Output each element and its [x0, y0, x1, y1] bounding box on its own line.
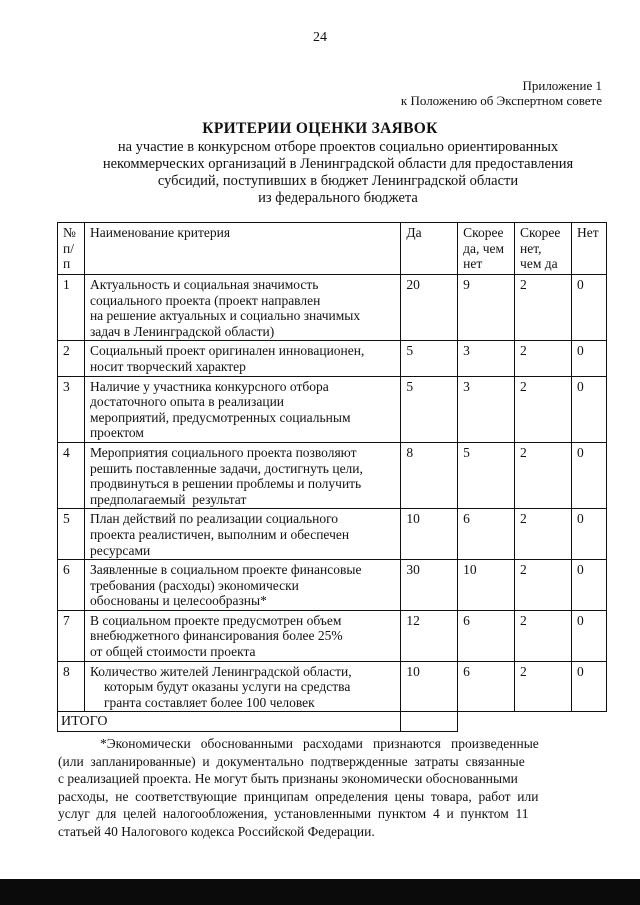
scan-bottom-edge [0, 879, 640, 905]
header-no: Нет [571, 223, 606, 275]
footnote-line-2: (или запланированные) и документально подтвержденные затраты связанные [58, 753, 525, 769]
row-no: 0 [571, 661, 606, 712]
criteria-table [57, 222, 607, 732]
total-label: ИТОГО [58, 712, 401, 732]
total-yes [401, 712, 458, 732]
row-rather-yes: 6 [458, 661, 515, 712]
row-no: 0 [571, 376, 606, 442]
row-rather-yes: 5 [458, 442, 515, 508]
table-row [58, 610, 607, 661]
row-yes: 8 [401, 442, 458, 508]
footnote-line-5: услуг для целей налогообложения, установленными пунктом 4 и пунктом 11 [58, 806, 529, 821]
document-title: КРИТЕРИИ ОЦЕНКИ ЗАЯВОК [202, 120, 438, 137]
document-subtitle [78, 139, 598, 207]
table-row [58, 341, 607, 376]
row-num: 2 [58, 341, 85, 376]
row-num: 1 [58, 275, 85, 341]
table-row [58, 509, 607, 560]
appendix-note [401, 78, 602, 108]
table-header-row [58, 223, 607, 275]
row-criterion: Количество жителей Ленинградской области, которым будут оказаны услуги на средства гранта составляет более 100 человек [84, 661, 400, 712]
row-rather-no: 2 [515, 610, 572, 661]
subtitle-line-4: из федерального бюджета [258, 190, 418, 206]
table-row [58, 560, 607, 611]
row-num: 5 [58, 509, 85, 560]
table-row [58, 442, 607, 508]
row-rather-no: 2 [515, 341, 572, 376]
row-rather-no: 2 [515, 275, 572, 341]
row-rather-yes: 10 [458, 560, 515, 611]
page-number: 24 [313, 30, 327, 45]
row-yes: 5 [401, 341, 458, 376]
row-rather-no: 2 [515, 661, 572, 712]
row-num: 8 [58, 661, 85, 712]
row-rather-yes: 6 [458, 509, 515, 560]
row-criterion: Наличие у участника конкурсного отбора достаточного опыта в реализации мероприятий, предусмотренных социальным проектом [84, 376, 400, 442]
table-row [58, 661, 607, 712]
table-row [58, 275, 607, 341]
row-yes: 20 [401, 275, 458, 341]
row-rather-no: 2 [515, 442, 572, 508]
row-rather-yes: 3 [458, 376, 515, 442]
header-criterion-name: Наименование критерия [84, 223, 400, 275]
row-rather-no: 2 [515, 560, 572, 611]
header-num: № п/ п [58, 223, 85, 275]
row-yes: 30 [401, 560, 458, 611]
table-row [58, 376, 607, 442]
row-num: 6 [58, 560, 85, 611]
row-no: 0 [571, 509, 606, 560]
header-yes: Да [401, 223, 458, 275]
row-criterion: Актуальность и социальная значимость социального проекта (проект направлен на решение актуальных и социально значимых задач в Ленинградской области) [84, 275, 400, 341]
row-criterion: Мероприятия социального проекта позволяют решить поставленные задачи, достигнуть цели, продвинуться в решении проблемы и получить предполагаемый результат [84, 442, 400, 508]
subtitle-line-3: субсидий, поступивших в бюджет Ленинградской области [157, 173, 519, 189]
row-no: 0 [571, 341, 606, 376]
row-num: 4 [58, 442, 85, 508]
row-no: 0 [571, 560, 606, 611]
row-rather-yes: 6 [458, 610, 515, 661]
footnote [58, 735, 602, 840]
row-rather-yes: 3 [458, 341, 515, 376]
appendix-line-2: к Положению об Экспертном совете [400, 93, 602, 108]
row-criterion: Заявленные в социальном проекте финансовые требования (расходы) экономически обоснованы и целесообразны* [84, 560, 400, 611]
header-rather-no: Скорее нет, чем да [515, 223, 572, 275]
row-criterion: Социальный проект оригинален инновационен, носит творческий характер [84, 341, 400, 376]
row-yes: 10 [401, 661, 458, 712]
subtitle-line-1: на участие в конкурсном отборе проектов социально ориентированных [117, 139, 559, 155]
subtitle-line-2: некоммерческих организаций в Ленинградской области для предоставления [102, 156, 574, 172]
row-rather-no: 2 [515, 376, 572, 442]
row-criterion: План действий по реализации социального проекта реалистичен, выполним и обеспечен ресурсами [84, 509, 400, 560]
row-yes: 5 [401, 376, 458, 442]
row-no: 0 [571, 610, 606, 661]
row-no: 0 [571, 275, 606, 341]
row-rather-no: 2 [515, 509, 572, 560]
footnote-line-3: с реализацией проекта. Не могут быть признаны экономически обоснованными [58, 771, 518, 786]
row-yes: 12 [401, 610, 458, 661]
total-row [58, 712, 607, 732]
row-num: 3 [58, 376, 85, 442]
header-rather-yes: Скорее да, чем нет [458, 223, 515, 275]
row-criterion: В социальном проекте предусмотрен объем внебюджетного финансирования более 25% от общей стоимости проекта [84, 610, 400, 661]
appendix-line-1: Приложение 1 [522, 78, 602, 93]
footnote-line-4: расходы, не соответствующие принципам определения цены товара, работ или [58, 788, 539, 804]
row-num: 7 [58, 610, 85, 661]
row-no: 0 [571, 442, 606, 508]
row-rather-yes: 9 [458, 275, 515, 341]
footnote-line-1: *Экономически обоснованными расходами признаются произведенные [100, 736, 539, 751]
total-empty [458, 712, 607, 732]
footnote-line-6: статьей 40 Налогового кодекса Российской Федерации. [58, 823, 375, 839]
row-yes: 10 [401, 509, 458, 560]
